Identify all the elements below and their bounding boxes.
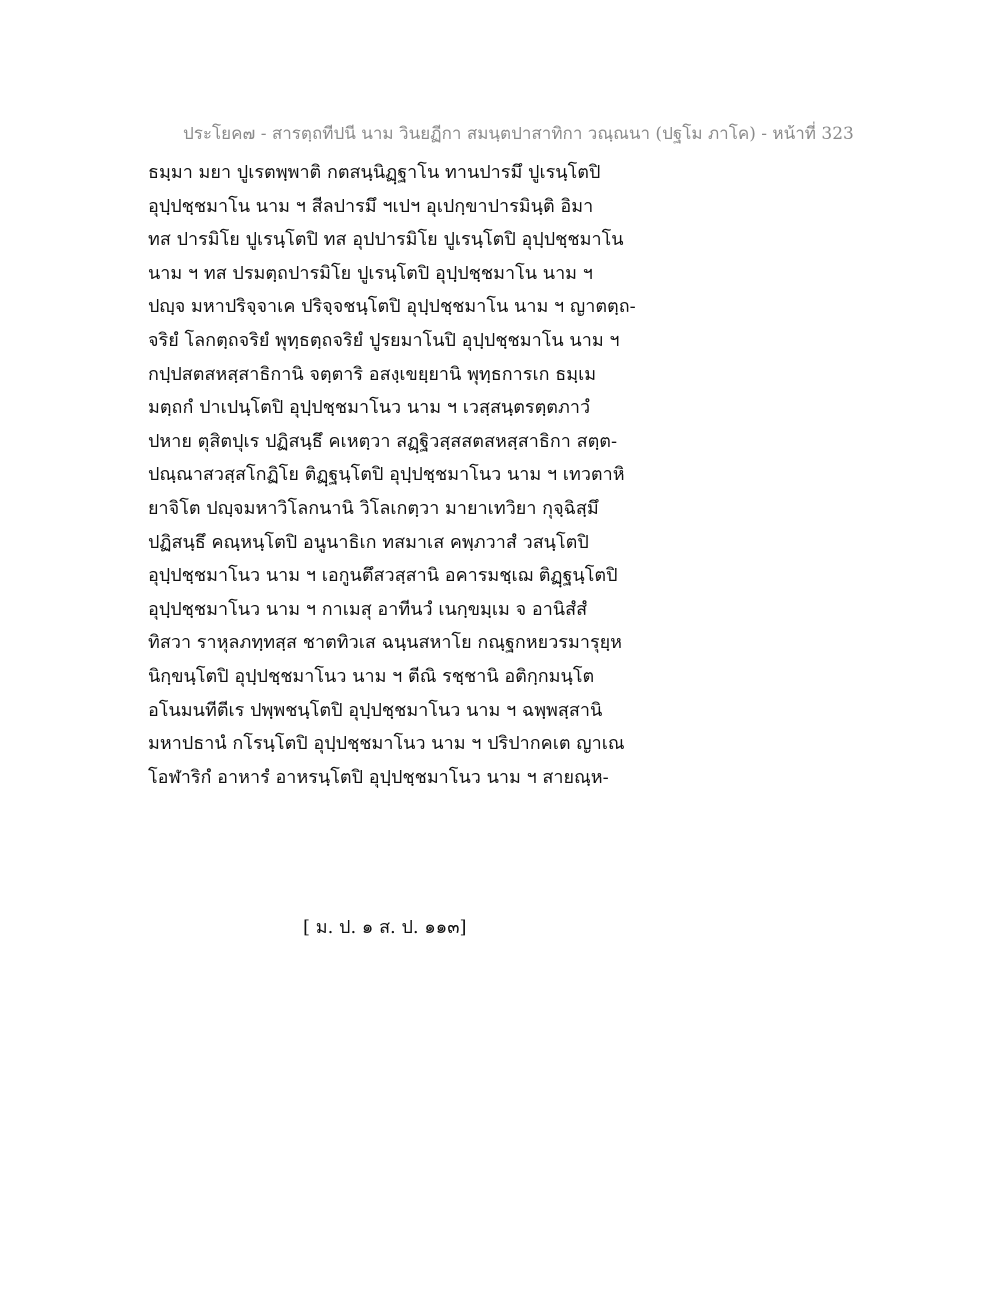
body-line: จริยํ โลกตฺถจริยํ พุทฺธตฺถจริยํ ปูรยมาโนปิ อุปฺปชฺชมาโน นาม ฯ (148, 329, 620, 351)
body-line: มตฺถกํ ปาเปนฺโตปิ อุปฺปชฺชมาโนว นาม ฯ เวสฺสนฺตรตฺตภาวํ (148, 397, 591, 419)
body-line: โอฬาริกํ อาหารํ อาหรนฺโตปิ อุปฺปชฺชมาโนว นาม ฯ สายณฺห- (148, 766, 609, 788)
body-line: ธมฺมา มยา ปูเรตพฺพาติ กตสนฺนิฏฺฐาโน ทานปารมึ ปูเรนฺโตปิ (148, 162, 601, 183)
running-header (183, 121, 863, 147)
body-line: ทิสวา ราหุลภทฺทสฺส ชาตทิวเส ฉนฺนสหาโย กณฺฐกหยวรมารุยฺห (148, 632, 623, 654)
body-line: ปณฺณาสวสฺสโกฏิโย ติฏฺฐนฺโตปิ อุปฺปชฺชมาโนว นาม ฯ เทวตาหิ (148, 464, 625, 486)
body-line: อุปฺปชฺชมาโนว นาม ฯ กาเมสุ อาทีนวํ เนกฺขมฺเม จ อานิสํสํ (148, 598, 588, 620)
page-number: 323 (821, 124, 854, 144)
footnote-reference: [ ม. ป. ๑ ส. ป. ๑๑๓] (303, 917, 467, 938)
body-text (148, 156, 708, 794)
body-line: ยาจิโต ปญฺจมหาวิโลกนานิ วิโลเกตฺวา มายาเทวิยา กุจฺฉิสฺมึ (148, 497, 599, 519)
body-line: อุปฺปชฺชมาโนว นาม ฯ เอกูนตึสวสฺสานิ อคารมชฺเฌ ติฏฺฐนฺโตปิ (148, 565, 618, 587)
body-line: ปหาย ตุสิตปุเร ปฏิสนฺธึ คเหตฺวา สฏฺฐิวสฺสสตสหสฺสาธิกา สตฺต- (148, 430, 618, 452)
body-line: นิกฺขนฺโตปิ อุปฺปชฺชมาโนว นาม ฯ ตีณิ รชฺชานิ อติกฺกมนฺโต (148, 665, 595, 687)
body-line: มหาปธานํ กโรนฺโตปิ อุปฺปชฺชมาโนว นาม ฯ ปริปากคเต ญาเณ (148, 733, 625, 755)
body-line: ปญฺจ มหาปริจฺจาเค ปริจฺจชนฺโตปิ อุปฺปชฺชมาโน นาม ฯ ญาตตฺถ- (148, 296, 636, 318)
body-line: ทส ปารมิโย ปูเรนฺโตปิ ทส อุปปารมิโย ปูเรนฺโตปิ อุปฺปชฺชมาโน (148, 229, 624, 251)
body-line: กปฺปสตสหสฺสาธิกานิ จตฺตาริ อสงฺเขยฺยานิ พุทฺธการเก ธมฺเม (148, 363, 597, 385)
body-line: นาม ฯ ทส ปรมตฺถปารมิโย ปูเรนฺโตปิ อุปฺปชฺชมาโน นาม ฯ (148, 262, 593, 284)
running-title: ประโยค๗ - สารตฺถทีปนี นาม วินยฏีกา สมนฺตปาสาทิกา วณฺณนา (ปฐโม ภาโค) - หน้าที่ (183, 124, 816, 144)
body-line: ปฏิสนฺธึ คณฺหนฺโตปิ อนูนาธิเก ทสมาเส คพฺภวาสํ วสนฺโตปิ (148, 531, 589, 553)
body-line: อุปฺปชฺชมาโน นาม ฯ สีลปารมึ ฯเปฯ อุเปกฺขาปารมินฺติ อิมา (148, 195, 594, 217)
body-line: อโนมนทีตีเร ปพฺพชนฺโตปิ อุปฺปชฺชมาโนว นาม ฯ ฉพฺพสฺสานิ (148, 699, 603, 721)
